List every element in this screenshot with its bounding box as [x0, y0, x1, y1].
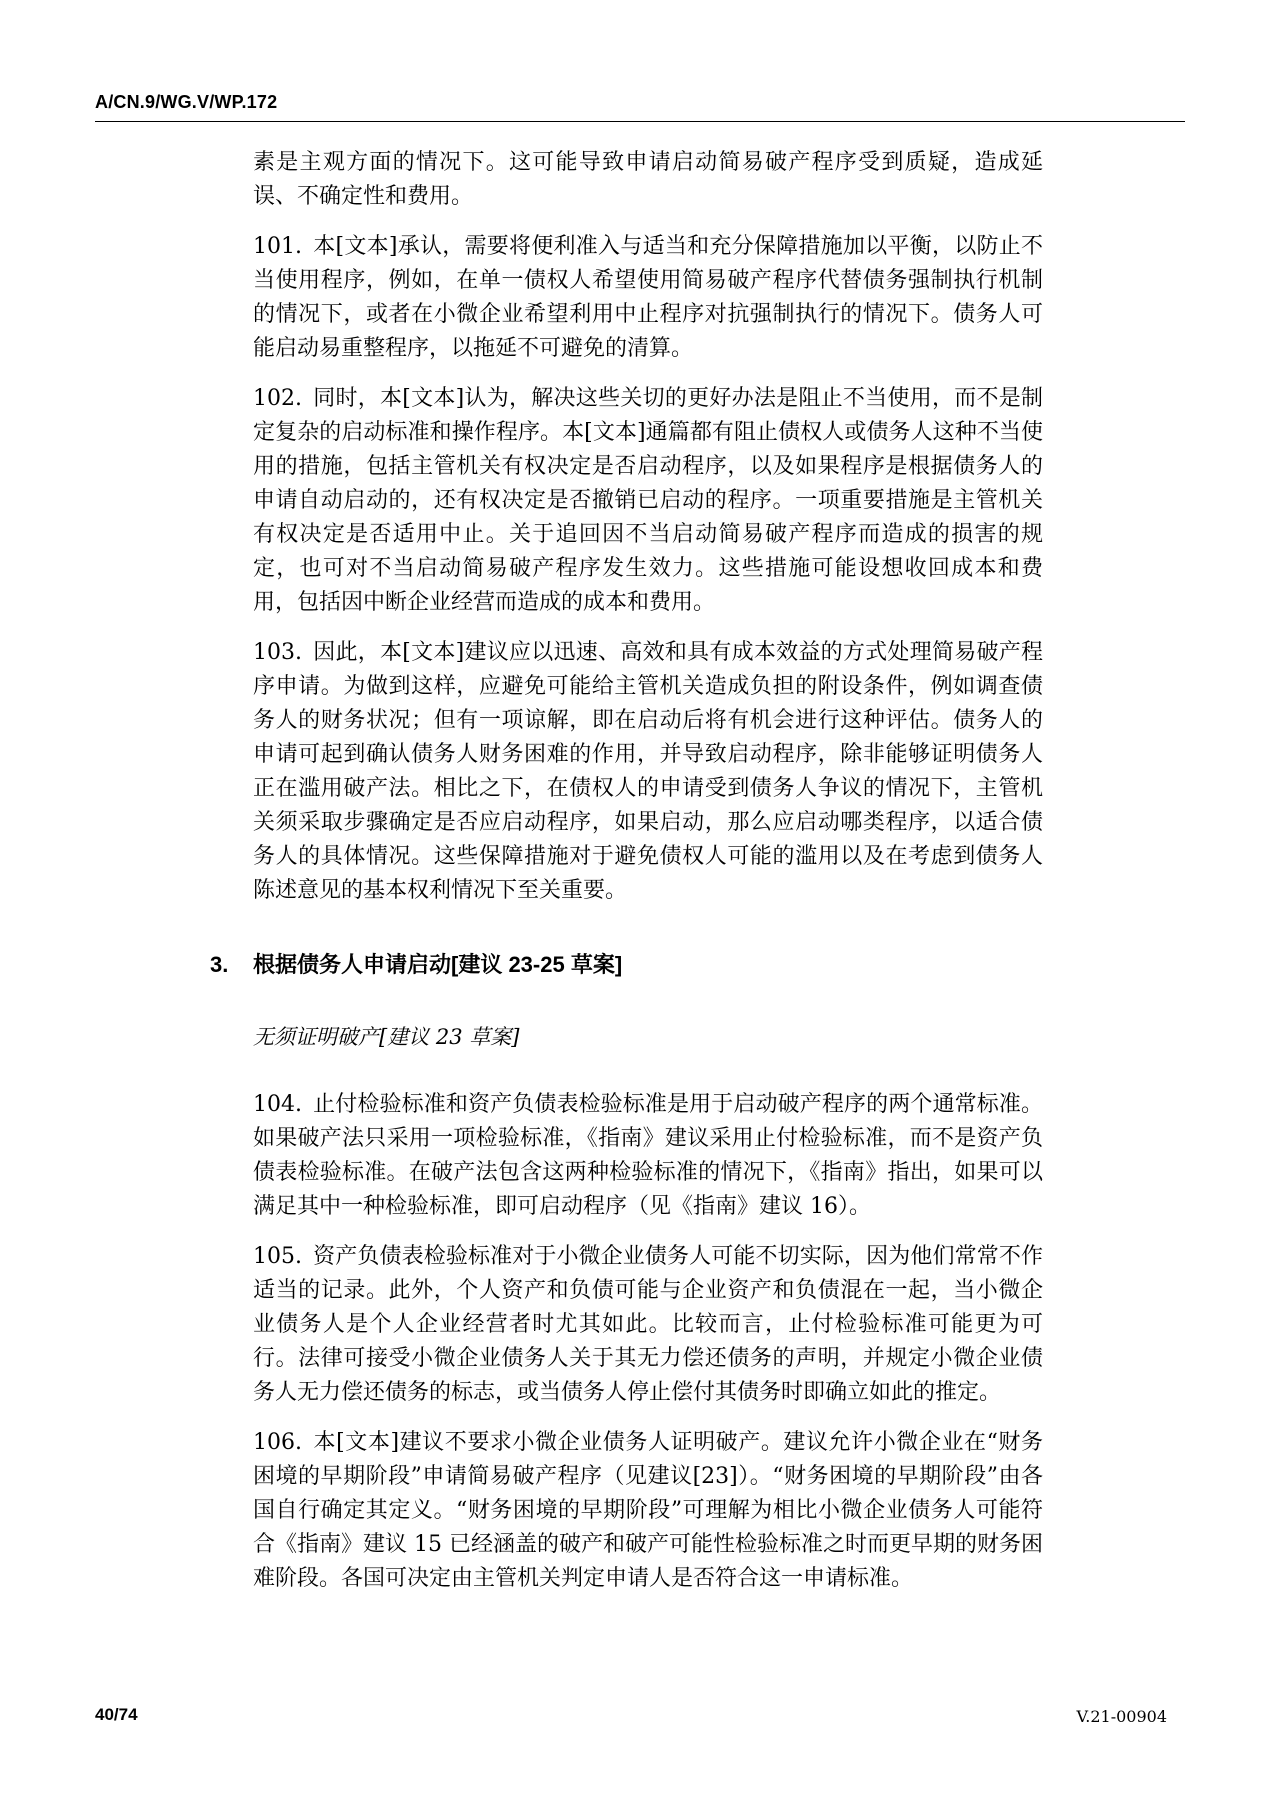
paragraph-106 — [253, 1426, 1043, 1596]
paragraph-number: 102. — [253, 386, 302, 411]
paragraph-102 — [253, 382, 1043, 620]
document-id: V.21-00904 — [1076, 1707, 1167, 1726]
page-number: 40/74 — [95, 1705, 138, 1724]
section-heading — [210, 948, 1043, 982]
paragraph-text: 因此，本[文本]建议应以迅速、高效和具有成本效益的方式处理简易破产程序申请。为做到这样，应避免可能给主管机关造成负担的附设条件，例如调查债务人的财务状况；但有一项谅解，即在启动后将有机会进行这种评估。债务人的申请可起到确认债务人财务困难的作用，并导致启动程序，除非能够证明债务人正在滥用破产法。相比之下，在债权人的申请受到债务人争议的情况下，主管机关须采取步骤确定是否应启动程序，如果启动，那么应启动哪类程序，以适合债务人的具体情况。这些保障措施对于避免债权人可能的滥用以及在考虑到债务人陈述意见的基本权利情况下至关重要。 — [253, 640, 1043, 903]
paragraph-number: 106. — [253, 1430, 302, 1455]
paragraph-103 — [253, 636, 1043, 908]
paragraph-101 — [253, 230, 1043, 366]
document-symbol: A/CN.9/WG.V/WP.172 — [95, 92, 278, 112]
paragraph-text: 止付检验标准和资产负债表检验标准是用于启动破产程序的两个通常标准。如果破产法只采用一项检验标准，《指南》建议采用止付检验标准，而不是资产负债表检验标准。在破产法包含这两种检验标准的情况下，《指南》指出，如果可以满足其中一种检验标准，即可启动程序（见《指南》建议 16）。 — [253, 1092, 1043, 1219]
paragraph-number: 104. — [253, 1092, 302, 1117]
paragraph-number: 101. — [253, 234, 302, 259]
header-rule — [95, 121, 1185, 122]
paragraph-105 — [253, 1240, 1043, 1410]
paragraph-number: 105. — [253, 1244, 302, 1269]
paragraph-continuation: 素是主观方面的情况下。这可能导致申请启动简易破产程序受到质疑，造成延误、不确定性和费用。 — [253, 150, 1043, 209]
subsection-heading: 无须证明破产[建议 23 草案] — [253, 1025, 520, 1049]
section-title: 根据债务人申请启动[建议 23-25 草案] — [253, 952, 623, 977]
document-body — [210, 146, 1043, 1612]
section-number: 3. — [210, 952, 229, 977]
paragraph-text: 同时，本[文本]认为，解决这些关切的更好办法是阻止不当使用，而不是制定复杂的启动标准和操作程序。本[文本]通篇都有阻止债权人或债务人这种不当使用的措施，包括主管机关有权决定是否启动程序，以及如果程序是根据债务人的申请自动启动的，还有权决定是否撤销已启动的程序。一项重要措施是主管机关有权决定是否适用中止。关于追回因不当启动简易破产程序而造成的损害的规定，也可对不当启动简易破产程序发生效力。这些措施可能设想收回成本和费用，包括因中断企业经营而造成的成本和费用。 — [253, 386, 1043, 615]
paragraph-text: 资产负债表检验标准对于小微企业债务人可能不切实际，因为他们常常不作适当的记录。此外，个人资产和负债可能与企业资产和负债混在一起，当小微企业债务人是个人企业经营者时尤其如此。比较而言，止付检验标准可能更为可行。法律可接受小微企业债务人关于其无力偿还债务的声明，并规定小微企业债务人无力偿还债务的标志，或当债务人停止偿付其债务时即确立如此的推定。 — [253, 1244, 1043, 1405]
paragraph-text: 本[文本]承认，需要将便利准入与适当和充分保障措施加以平衡，以防止不当使用程序，例如，在单一债权人希望使用简易破产程序代替债务强制执行机制的情况下，或者在小微企业希望利用中止程序对抗强制执行的情况下。债务人可能启动易重整程序，以拖延不可避免的清算。 — [253, 234, 1043, 361]
paragraph-number: 103. — [253, 640, 302, 665]
paragraph-104 — [253, 1088, 1043, 1224]
paragraph-text: 本[文本]建议不要求小微企业债务人证明破产。建议允许小微企业在“财务困境的早期阶段”申请简易破产程序（见建议[23]）。“财务困境的早期阶段”由各国自行确定其定义。“财务困境的早期阶段”可理解为相比小微企业债务人可能符合《指南》建议 15 已经涵盖的破产和破产可能性检验标准之时而更早期的财务困难阶段。各国可决定由主管机关判定申请人是否符合这一申请标准。 — [253, 1430, 1043, 1591]
